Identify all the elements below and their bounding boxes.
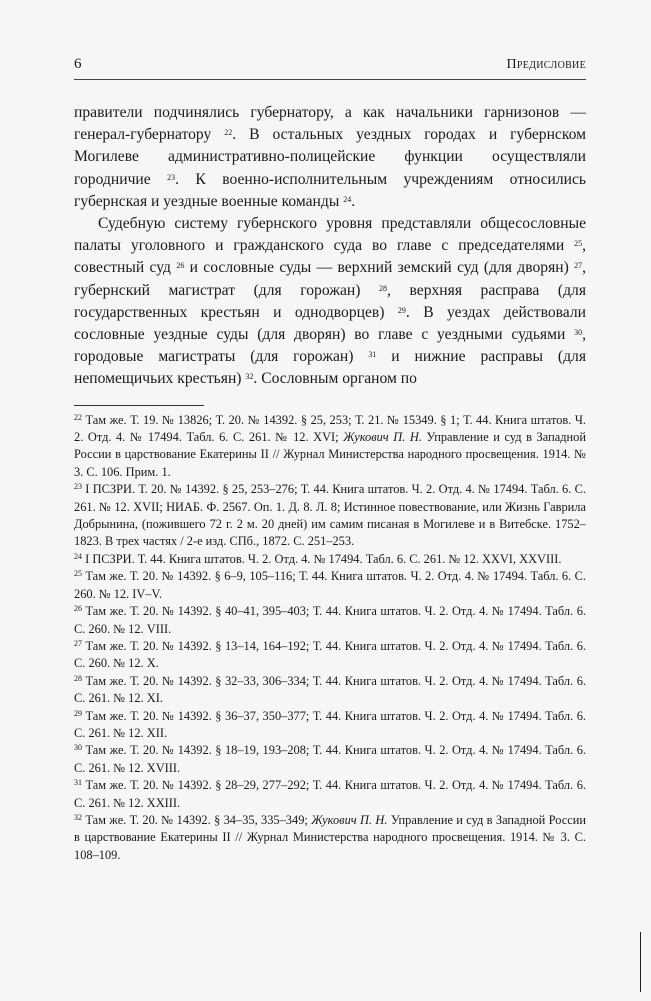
footnote-ref: 27 xyxy=(74,638,82,648)
footnote-separator xyxy=(74,405,204,406)
footnote-ref: 32 xyxy=(245,372,254,382)
footnote xyxy=(74,777,586,812)
text-run: . xyxy=(351,192,356,210)
body-paragraph xyxy=(74,102,586,213)
text-run: и нижние расправы (для непомещичьих крестьян) xyxy=(74,348,586,388)
footnote-ref: 30 xyxy=(574,328,583,338)
text-run: Там же. Т. 19. № 13826; Т. 20. № 14392. § 25, 253; Т. 21. № 15349. § 1; Т. 44. Книга штатов. Ч. 2. Отд. 4. № 17494. Табл. 6. С. 261. № 12. XVI; xyxy=(74,412,586,445)
footnote-ref: 23 xyxy=(167,172,176,182)
running-title: Предисловие xyxy=(506,57,586,72)
footnote-ref: 28 xyxy=(74,673,82,683)
author-name: Жукович П. Н. xyxy=(343,430,422,445)
footnote-ref: 30 xyxy=(74,743,82,753)
footnote-ref: 26 xyxy=(74,604,82,614)
text-run: . В остальных уездных городах и губернском Могилеве административно-полицейские функции осуществляли городничие xyxy=(74,126,586,188)
footnote xyxy=(74,481,586,551)
text-run: правители подчинялись губернатору, а как начальники гарнизонов — генерал-губернатору xyxy=(74,104,586,144)
footnote-ref: 24 xyxy=(74,551,82,561)
footnote xyxy=(74,603,586,638)
footnote-ref: 24 xyxy=(343,194,352,204)
text-run: Там же. Т. 20. № 14392. § 6–9, 105–116; Т. 44. Книга штатов. Ч. 2. Отд. 4. № 17494. Табл. 6. С. 260. № 12. IV–V. xyxy=(74,569,586,601)
footnote-ref: 32 xyxy=(74,812,82,822)
footnote-ref: 26 xyxy=(176,261,185,271)
footnote-ref: 29 xyxy=(74,708,82,718)
body-paragraph xyxy=(74,213,586,391)
text-run: . В уездах действовали сословные уездные суды (для дворян) во главе с уездными судьями xyxy=(74,303,586,344)
footnote xyxy=(74,812,586,864)
text-run: Там же. Т. 20. № 14392. § 18–19, 193–208; Т. 44. Книга штатов. Ч. 2. Отд. 4. № 17494. Табл. 6. С. 261. № 12. XVIII. xyxy=(74,743,586,775)
footnote-ref: 22 xyxy=(224,128,233,138)
footnote xyxy=(74,568,586,603)
page-edge-line xyxy=(640,932,641,992)
footnote-ref: 28 xyxy=(379,283,388,293)
footnote-ref: 25 xyxy=(74,569,82,579)
text-run: I ПСЗРИ. Т. 20. № 14392. § 25, 253–276; Т. 44. Книга штатов. Ч. 2. Отд. 4. № 17494. Табл. 6. С. 261. № 12. XVII; НИАБ. Ф. 2567. Оп. 1. Д. 8. Л. 8; Истинное повествование, или Жизнь Гаврила Добрынина, (пожившего 72 г. 2 м. 20 дней) им самим писаная в Могилеве и в Витебске. 1752–1823. В трех частях / 2-е изд. СПб., 1872. С. 251–253. xyxy=(74,482,586,549)
text-run: , совестный суд xyxy=(74,237,586,277)
text-run: Там же. Т. 20. № 14392. § 34–35, 335–349; xyxy=(82,812,312,827)
page-number: 6 xyxy=(74,56,82,72)
text-run: Там же. Т. 20. № 14392. § 32–33, 306–334; Т. 44. Книга штатов. Ч. 2. Отд. 4. № 17494. Табл. 6. С. 261. № 12. XI. xyxy=(74,673,586,706)
text-run: Судебную систему губернского уровня представляли общесословные палаты уголовного и гражданского суда во главе с председателями xyxy=(74,215,586,255)
author-name: Жукович П. Н. xyxy=(311,812,388,827)
text-run: . К военно-исполнительным учреждениям относились губернская и уездные военные команды xyxy=(74,170,586,210)
footnote xyxy=(74,638,586,673)
text-run: Управление и суд в Западной России в царствование Екатерины II // Журнал Министерства народного просвещения. 1914. № 3. С. 108–109. xyxy=(74,812,586,862)
footnote xyxy=(74,551,586,568)
text-run: , губернский магистрат (для горожан) xyxy=(74,259,586,299)
text-run: Там же. Т. 20. № 14392. § 40–41, 395–403; Т. 44. Книга штатов. Ч. 2. Отд. 4. № 17494. Табл. 6. С. 260. № 12. VIII. xyxy=(74,604,586,636)
footnote-ref: 29 xyxy=(397,305,406,315)
header-rule xyxy=(74,79,586,80)
text-run: , городовые магистраты (для горожан) xyxy=(74,326,586,366)
footnote-ref: 31 xyxy=(368,350,377,360)
text-run: . Сословным органом по xyxy=(253,370,417,388)
footnote xyxy=(74,742,586,777)
footnote-ref: 23 xyxy=(74,482,82,492)
page xyxy=(74,56,586,864)
footnotes xyxy=(74,412,586,865)
running-header xyxy=(74,56,586,79)
text-run: , верхняя расправа (для государственных крестьян и однодворцев) xyxy=(74,281,586,321)
text-run: и сословные суды — верхний земский суд (для дворян) xyxy=(184,259,575,277)
footnote-ref: 27 xyxy=(574,261,583,271)
footnote-ref: 31 xyxy=(74,778,82,788)
footnote xyxy=(74,412,586,482)
footnote xyxy=(74,673,586,708)
footnote-ref: 22 xyxy=(74,412,82,422)
text-run: I ПСЗРИ. Т. 44. Книга штатов. Ч. 2. Отд. 4. № 17494. Табл. 6. С. 261. № 12. XXVI, XXVIII. xyxy=(82,551,562,566)
text-run: Там же. Т. 20. № 14392. § 13–14, 164–192; Т. 44. Книга штатов. Ч. 2. Отд. 4. № 17494. Табл. 6. С. 260. № 12. X. xyxy=(74,638,586,671)
text-run: Управление и суд в Западной России в царствование Екатерины II // Журнал Министерства народного просвещения. 1914. № 3. С. 106. Прим. 1. xyxy=(74,430,586,479)
text-run: Там же. Т. 20. № 14392. § 36–37, 350–377; Т. 44. Книга штатов. Ч. 2. Отд. 4. № 17494. Табл. 6. С. 261. № 12. XII. xyxy=(74,708,586,740)
body-text xyxy=(74,102,586,391)
footnote-ref: 25 xyxy=(574,239,583,249)
text-run: Там же. Т. 20. № 14392. § 28–29, 277–292; Т. 44. Книга штатов. Ч. 2. Отд. 4. № 17494. Табл. 6. С. 261. № 12. XXIII. xyxy=(74,778,586,810)
footnote xyxy=(74,708,586,743)
